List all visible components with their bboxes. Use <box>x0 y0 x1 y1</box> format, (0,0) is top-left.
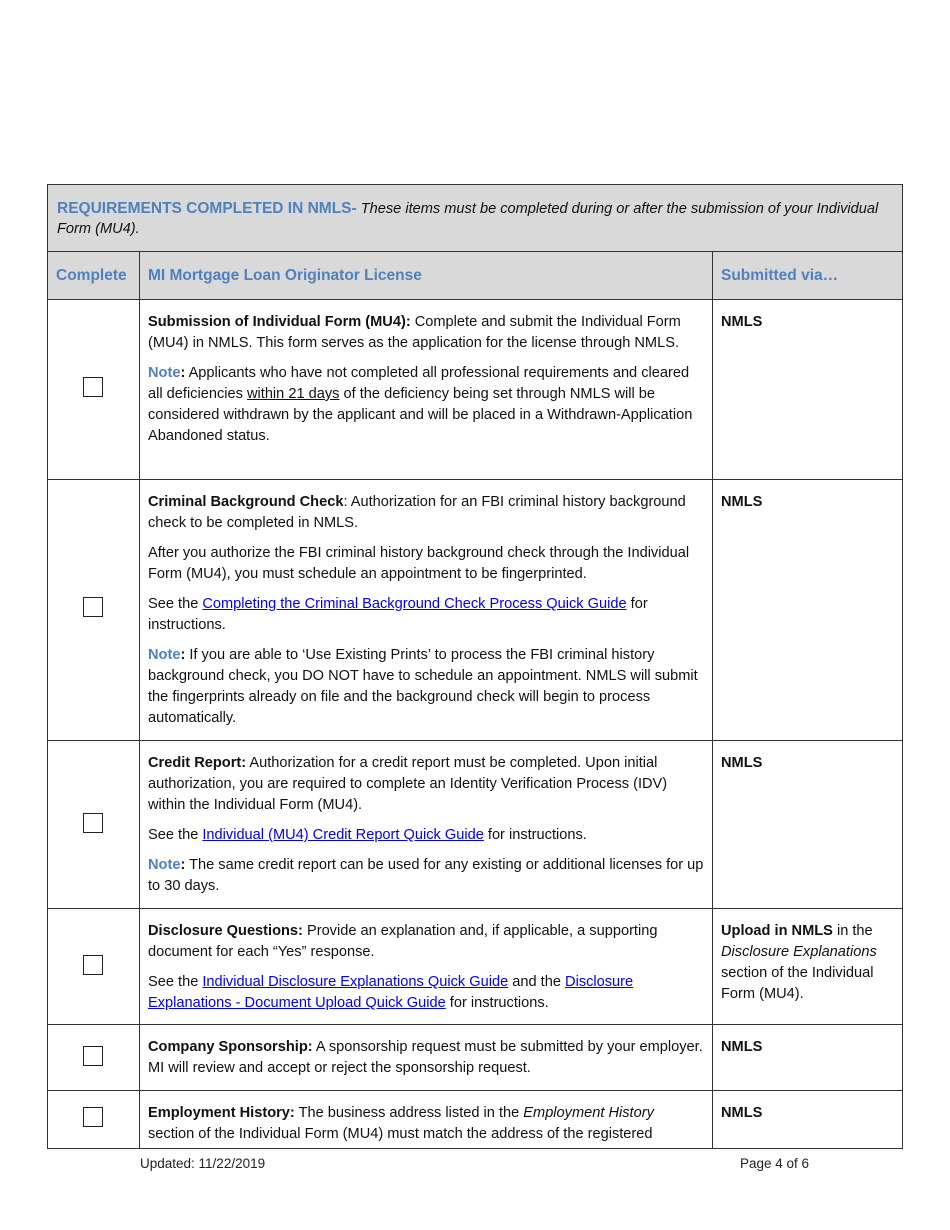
header-submitted-via: Submitted via… <box>721 266 839 284</box>
disclosure-via-bold: Upload in NMLS <box>721 923 833 939</box>
disclosure-title: Disclosure Questions: <box>148 923 303 939</box>
disclosure-and: and the <box>512 974 561 990</box>
disclosure-upload-guide-link[interactable]: Disclosure Explanations - Document Upload Quick Guide <box>148 974 634 1011</box>
mu4-via: NMLS <box>721 314 763 330</box>
criminal-title: Criminal Background Check <box>148 494 344 510</box>
complete-cell <box>48 480 140 740</box>
disclosure-see-after: for instructions. <box>449 995 549 1011</box>
employment-text-italic: Employment History <box>523 1105 654 1121</box>
employment-text-a: The business address listed in the <box>298 1105 520 1121</box>
banner-subtitle: These items must be completed during or after the submission of your Individual Form (MU4). <box>57 201 879 237</box>
table-header-row <box>48 252 902 300</box>
mu4-title: Submission of Individual Form (MU4): <box>148 314 411 330</box>
complete-cell <box>48 909 140 1024</box>
mu4-note-a: Applicants who have not completed all professional requirements and cleared all deficiencies <box>148 365 690 402</box>
table-row-sponsorship <box>48 1025 902 1091</box>
criminal-text: Authorization for an FBI criminal history background check to be completed in NMLS. <box>148 494 686 531</box>
footer-updated: Updated: 11/22/2019 <box>140 1156 266 1171</box>
header-license: MI Mortgage Loan Originator License <box>140 252 713 299</box>
submitted-via-cell <box>713 480 902 740</box>
submitted-via-cell <box>713 1025 902 1090</box>
credit-guide-link[interactable]: Individual (MU4) Credit Report Quick Guide <box>202 827 484 843</box>
credit-note: The same credit report can be used for any existing or additional licenses for up to 30 days. <box>148 857 704 894</box>
sponsorship-via: NMLS <box>721 1039 763 1055</box>
criminal-see: See the <box>148 596 199 612</box>
requirement-cell: Credit Report: Authorization for a credit report must be completed. Upon initial authorization, you are required to complete an Identity Verification Process (IDV) within the Individual Form (MU4). See the Individual (MU4) Credit Report Quick Guide for instructions. Note: The same credit report can be used for any existing or additional licenses for up to 30 days. <box>140 741 713 908</box>
criminal-see-after: for instructions. <box>148 596 648 633</box>
employment-text-b: section of the Individual Form (MU4) must match the address of the registered <box>148 1126 653 1142</box>
credit-note-label: Note <box>148 857 181 873</box>
employment-title: Employment History: <box>148 1105 295 1121</box>
disclosure-via-a: in the <box>836 923 873 939</box>
mu4-checkbox[interactable] <box>83 377 103 397</box>
footer-page-number: Page 4 of 6 <box>740 1156 810 1171</box>
requirements-table <box>47 184 903 1149</box>
criminal-note-label: Note <box>148 647 181 663</box>
credit-title: Credit Report: <box>148 755 247 771</box>
header-complete: Complete <box>48 252 140 299</box>
credit-see: See the <box>148 827 199 843</box>
table-banner <box>48 185 902 252</box>
submitted-via-cell <box>713 300 902 479</box>
complete-cell <box>48 741 140 908</box>
disclosure-guide-link[interactable]: Individual Disclosure Explanations Quick Guide <box>202 974 509 990</box>
mu4-text: Complete and submit the Individual Form (MU4) in NMLS. This form serves as the application for the license through NMLS. <box>148 314 681 351</box>
complete-cell <box>48 300 140 479</box>
criminal-via: NMLS <box>721 494 763 510</box>
complete-cell <box>48 1025 140 1090</box>
mu4-note-label: Note <box>148 365 181 381</box>
employment-checkbox[interactable] <box>83 1107 103 1127</box>
sponsorship-title: Company Sponsorship: <box>148 1039 313 1055</box>
table-row-criminal <box>48 480 902 741</box>
sponsorship-text: A sponsorship request must be submitted by your employer. MI will review and accept or reject the sponsorship request. <box>148 1039 703 1076</box>
mu4-note-b: of the deficiency being set through NMLS will be considered withdrawn by the applicant and will be placed in a Withdrawn-Application Abandoned status. <box>148 386 693 444</box>
credit-via: NMLS <box>721 755 763 771</box>
criminal-note: If you are able to ‘Use Existing Prints’ to process the FBI criminal history background check, you DO NOT have to schedule an appointment. NMLS will submit the fingerprints already on file and the background check will begin to process automatically. <box>148 647 698 726</box>
requirement-cell <box>140 909 713 1024</box>
criminal-guide-link[interactable]: Completing the Criminal Background Check Process Quick Guide <box>202 596 627 612</box>
submitted-via-cell <box>713 741 902 908</box>
credit-text: Authorization for a credit report must be completed. Upon initial authorization, you are required to complete an Identity Verification Process (IDV) within the Individual Form (MU4). <box>148 755 668 813</box>
table-row-mu4 <box>48 300 902 480</box>
mu4-note-deadline: within 21 days <box>246 386 340 402</box>
credit-see-after: for instructions. <box>487 827 587 843</box>
submitted-via-cell <box>713 909 902 1024</box>
disclosure-checkbox[interactable] <box>83 955 103 975</box>
criminal-p2: After you authorize the FBI criminal history background check through the Individual Form (MU4), you must schedule an appointment to be fingerprinted. <box>148 545 690 582</box>
requirement-cell: Criminal Background Check: Authorization for an FBI criminal history background check to be completed in NMLS. After you authorize the FBI criminal history background check through the Individual Form (MU4), you must schedule an appointment to be fingerprinted. See the Completing the Criminal Background Check Process Quick Guide for instructions. Note: If you are able to ‘Use Existing Prints’ to process the FBI criminal history background check, you DO NOT have to schedule an appointment. NMLS will submit the fingerprints already on file and the background check will begin to process automatically. <box>140 480 713 740</box>
disclosure-via-b: section of the Individual Form (MU4). <box>721 965 874 1002</box>
credit-checkbox[interactable] <box>83 813 103 833</box>
criminal-checkbox[interactable] <box>83 597 103 617</box>
employment-via: NMLS <box>721 1105 763 1121</box>
banner-heading: REQUIREMENTS COMPLETED IN NMLS- <box>57 200 357 217</box>
complete-cell <box>48 1091 140 1148</box>
disclosure-text: Provide an explanation and, if applicable, a supporting document for each “Yes” response. <box>148 923 658 960</box>
requirement-cell: Submission of Individual Form (MU4): Complete and submit the Individual Form (MU4) in NMLS. This form serves as the application for the license through NMLS. Note: Applicants who have not completed all professional requirements and cleared all deficiencies within 21 days of the deficiency being set through NMLS will be considered withdrawn by the applicant and will be placed in a Withdrawn-Application Abandoned status. <box>140 300 713 479</box>
table-row-employment <box>48 1091 902 1149</box>
submitted-via-cell <box>713 1091 902 1148</box>
requirement-cell <box>140 1025 713 1090</box>
table-row-credit <box>48 741 902 909</box>
requirement-cell <box>140 1091 713 1148</box>
table-row-disclosure <box>48 909 902 1025</box>
disclosure-see: See the <box>148 974 199 990</box>
sponsorship-checkbox[interactable] <box>83 1046 103 1066</box>
disclosure-via-italic: Disclosure Explanations <box>721 944 877 960</box>
